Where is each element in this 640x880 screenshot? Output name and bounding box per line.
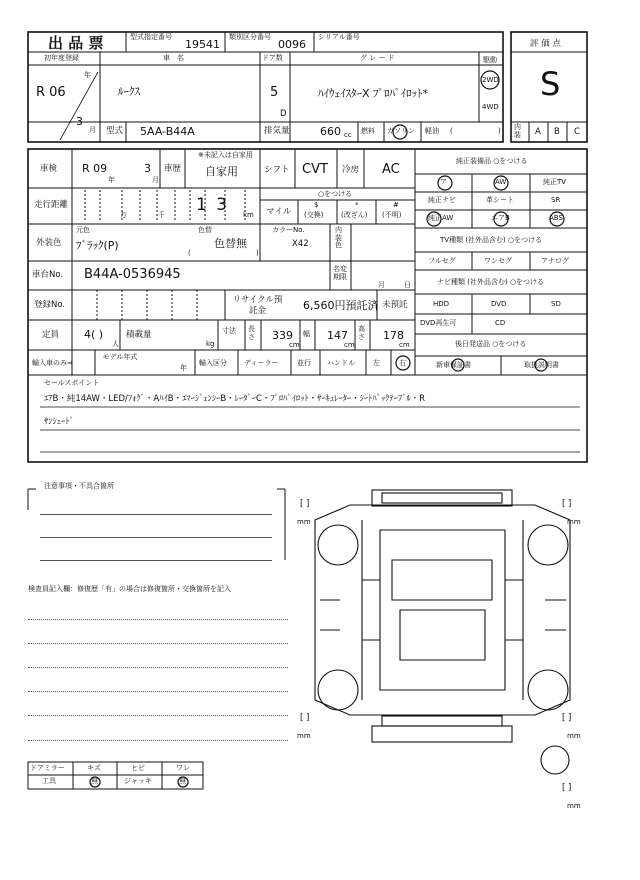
month-unit: 月 <box>89 126 96 134</box>
length-value: 339 <box>272 329 293 342</box>
category-value: 0096 <box>278 38 306 51</box>
interior-color-label: 内装色 <box>335 226 342 250</box>
history-value: 自家用 <box>205 165 238 178</box>
ac-label: 冷房 <box>342 165 360 175</box>
bracket-bottom-left: [ ] <box>300 713 310 723</box>
hash-label: # <box>393 201 399 209</box>
parts-header-mirror: ドアミラー <box>30 764 65 772</box>
tv-fullseg[interactable]: フルセグ <box>428 257 456 265</box>
recycle-label: リサイクル預託金 <box>232 295 283 316</box>
serial-label: シリアル番号 <box>318 33 360 41</box>
interior-label: 内装 <box>514 123 521 139</box>
shift-value: CVT <box>302 162 328 177</box>
bracket-top-right: [ ] <box>562 499 572 509</box>
mileage-label: 走行距離 <box>34 200 69 210</box>
load-unit: kg <box>206 340 215 348</box>
mileage-digits: 1 3 <box>196 195 230 215</box>
color-code: X42 <box>292 239 309 249</box>
displacement-label: 排気量 <box>264 126 290 136</box>
equip-item-leather[interactable]: 革シート <box>486 196 514 204</box>
tv-analog[interactable]: アナログ <box>541 257 569 265</box>
doors-label: ドア数 <box>262 54 283 62</box>
parts-jack-value: 無 <box>179 777 186 785</box>
height-value: 178 <box>383 329 404 342</box>
type-num-label: 型式指定番号 <box>130 33 172 41</box>
score-value: S <box>540 65 561 103</box>
capacity-unit: 人 <box>112 340 119 348</box>
shift-label: シフト <box>264 165 290 175</box>
score-label: 評 価 点 <box>530 39 561 49</box>
equip-item-navi[interactable]: 純正ナビ <box>428 196 456 204</box>
recycle-value[interactable]: 6,560円預託済 <box>303 299 379 312</box>
equip-item-sr[interactable]: SR <box>551 196 561 204</box>
import-cat-label: 輸入区分 <box>199 359 227 367</box>
mm-bottom-right: mm <box>567 732 581 740</box>
doors-sub: D <box>280 109 287 119</box>
drive-label: 駆動 <box>483 56 497 64</box>
category-label: 類別区分番号 <box>229 33 271 41</box>
dollar-label: $ <box>314 201 319 209</box>
color-no-value: 色替無 <box>214 237 247 250</box>
color-no-label: 色替 <box>198 226 212 234</box>
load-label: 積載量 <box>126 330 152 340</box>
ac-value: AC <box>382 162 400 177</box>
notes-label: 注意事項・不具合箇所 <box>44 482 114 490</box>
navi-cd[interactable]: CD <box>495 319 506 327</box>
sales-line-1: ｴｱB・純14AW・LED/ﾌｫｸﾞ・AﾊｲB・ｴﾏｰｼﾞｪﾝｼｰB・ﾚｰﾀﾞｰC・ﾌﾟﾛﾊﾟｲﾛｯﾄ・ｻｰｷｭﾚｰﾀｰ・ｼｰﾄﾊﾞｯｸﾃｰﾌﾞﾙ・R <box>44 394 425 404</box>
era-year: R 06 <box>36 85 66 100</box>
mile-label[interactable]: マイル <box>266 207 292 217</box>
inspection-year: 年 <box>108 176 115 184</box>
mm-bottom-left: mm <box>297 732 311 740</box>
unpaid-label[interactable]: 未預託 <box>382 300 408 310</box>
equip-item-airbag[interactable]: エアB <box>491 214 510 222</box>
tamper-label[interactable]: (改ざん) <box>341 211 368 219</box>
form-title: 出 品 票 <box>48 34 104 52</box>
parts-tools-value: 無 <box>91 777 98 785</box>
drive-4wd: 4WD <box>482 103 499 111</box>
mm-top-left: mm <box>297 518 311 526</box>
height-label: 高さ <box>358 325 365 341</box>
model-label: 型式 <box>106 126 124 136</box>
parts-jack-label: ジャッキ <box>124 777 152 785</box>
equip-item-genuine-aw[interactable]: 純正AW <box>428 214 454 222</box>
mileage-man: 万 <box>120 211 127 219</box>
displacement-value: 660 <box>320 125 341 138</box>
dealer-label[interactable]: ディーラー <box>244 359 279 367</box>
model-year-label: モデル年式 <box>102 353 138 361</box>
year-unit: 年 <box>84 71 91 79</box>
length-cm: cm <box>289 341 300 349</box>
left-label[interactable]: 左 <box>373 359 380 367</box>
inspection-label: 車検 <box>40 164 58 174</box>
nc-day: 日 <box>404 281 411 289</box>
nc-month: 月 <box>378 281 385 289</box>
later-warranty[interactable]: 新車保証書 <box>436 361 471 369</box>
first-reg-label: 初年度登録 <box>44 54 79 62</box>
mileage-sen: 千 <box>158 211 165 219</box>
tv-oneseg[interactable]: ワンセグ <box>484 257 512 265</box>
navi-dvd-play[interactable]: DVD再生可 <box>420 319 457 327</box>
name-change-label: 名変期限 <box>333 265 347 281</box>
type-num-value: 19541 <box>185 38 220 51</box>
model-value: 5AA-B44A <box>140 125 195 138</box>
parts-tools-label: 工具 <box>42 777 56 785</box>
model-year-unit: 年 <box>180 364 187 372</box>
bracket-top-left: [ ] <box>300 499 310 509</box>
parallel-label[interactable]: 並行 <box>297 359 311 367</box>
mileage-km: km <box>243 211 254 219</box>
navi-dvd[interactable]: DVD <box>491 300 507 308</box>
width-label: 幅 <box>303 330 310 338</box>
width-cm: cm <box>344 341 355 349</box>
equip-item-a[interactable]: ア <box>440 178 447 186</box>
grade-label: グ レ ー ド <box>360 54 395 62</box>
parts-header-break: ワレ <box>176 764 190 772</box>
registration-label: 登録No. <box>34 300 66 310</box>
grade-value: ﾊｲｳｪｲｽﾀｰX ﾌﾟﾛﾊﾟｲﾛｯﾄ* <box>318 87 429 100</box>
original-color-label: 元色 <box>76 226 90 234</box>
history-label: 車歴 <box>164 164 182 174</box>
interior-b[interactable]: B <box>554 127 560 137</box>
color-value: ﾌﾞﾗｯｸ(P) <box>76 239 119 252</box>
navi-header: ナビ種類 (社外品含む) ○をつける <box>437 278 545 286</box>
fuel-light[interactable]: 軽油 <box>425 127 439 135</box>
equip-item-aw[interactable]: AW <box>495 178 507 186</box>
sales-label: セールスポイント <box>44 379 100 387</box>
right-label[interactable]: 右 <box>399 359 406 367</box>
circle-note: ○をつける <box>318 190 353 198</box>
inspection-month-unit: 月 <box>152 176 159 184</box>
bracket-spare: [ ] <box>562 783 572 793</box>
interior-a[interactable]: A <box>535 127 541 137</box>
equip-item-tv[interactable]: 純正TV <box>543 178 567 186</box>
navi-sd[interactable]: SD <box>551 300 561 308</box>
star-label: * <box>355 201 359 209</box>
inspection-month: 3 <box>144 162 151 175</box>
parts-header-crack: ヒビ <box>131 764 145 772</box>
mm-spare: mm <box>567 802 581 810</box>
month-value: 3 <box>76 115 83 128</box>
interior-c[interactable]: C <box>574 127 580 137</box>
handle-label: ハンドル <box>327 359 355 367</box>
dims-label: 寸法 <box>222 327 236 335</box>
history-note: ※未記入は自家用 <box>198 151 253 159</box>
exchange-label[interactable]: (交換) <box>304 211 324 219</box>
later-header: 後日発送品 ○をつける <box>455 340 527 348</box>
later-manual[interactable]: 取扱説明書 <box>524 361 559 369</box>
car-name: ﾙｰｸｽ <box>118 85 140 98</box>
capacity-value: 4( ) <box>84 328 104 341</box>
width-value: 147 <box>327 329 348 342</box>
car-name-label: 車 名 <box>163 54 184 62</box>
length-label: 長さ <box>248 325 255 341</box>
color-code-label: カラーNo. <box>272 226 305 234</box>
cc-unit: cc <box>344 131 352 139</box>
import-only-label: 輸入車のみ⇒ <box>32 359 73 367</box>
bracket-bottom-right: [ ] <box>562 713 572 723</box>
exterior-label: 外装色 <box>36 238 62 248</box>
navi-hdd[interactable]: HDD <box>433 300 450 308</box>
chassis-label: 車台No. <box>32 270 64 280</box>
unknown-label[interactable]: (不明) <box>382 211 402 219</box>
mm-top-right: mm <box>567 518 581 526</box>
car-diagram <box>315 490 570 774</box>
tv-header: TV種類 (社外品含む) ○をつける <box>440 236 543 244</box>
inspector-label: 検査員記入欄：修復歴「有」の場合は修復箇所・交換箇所を記入 <box>28 585 231 593</box>
fuel-gas[interactable]: ガソリン <box>387 127 415 135</box>
capacity-label: 定員 <box>42 330 60 340</box>
parts-header-scratch: キズ <box>87 764 101 772</box>
chassis-value: B44A-0536945 <box>84 267 181 282</box>
fuel-label: 燃料 <box>361 127 375 135</box>
sales-line-2: ｻﾝｼｪｰﾄﾞ <box>44 417 74 427</box>
equip-item-abs[interactable]: ABS <box>549 214 563 222</box>
height-cm: cm <box>399 341 410 349</box>
drive-2wd: 2WD <box>482 76 499 84</box>
equip-header: 純正装備品 ○をつける <box>456 157 528 165</box>
doors-value: 5 <box>270 85 279 100</box>
inspection-value: R 09 <box>82 162 108 175</box>
